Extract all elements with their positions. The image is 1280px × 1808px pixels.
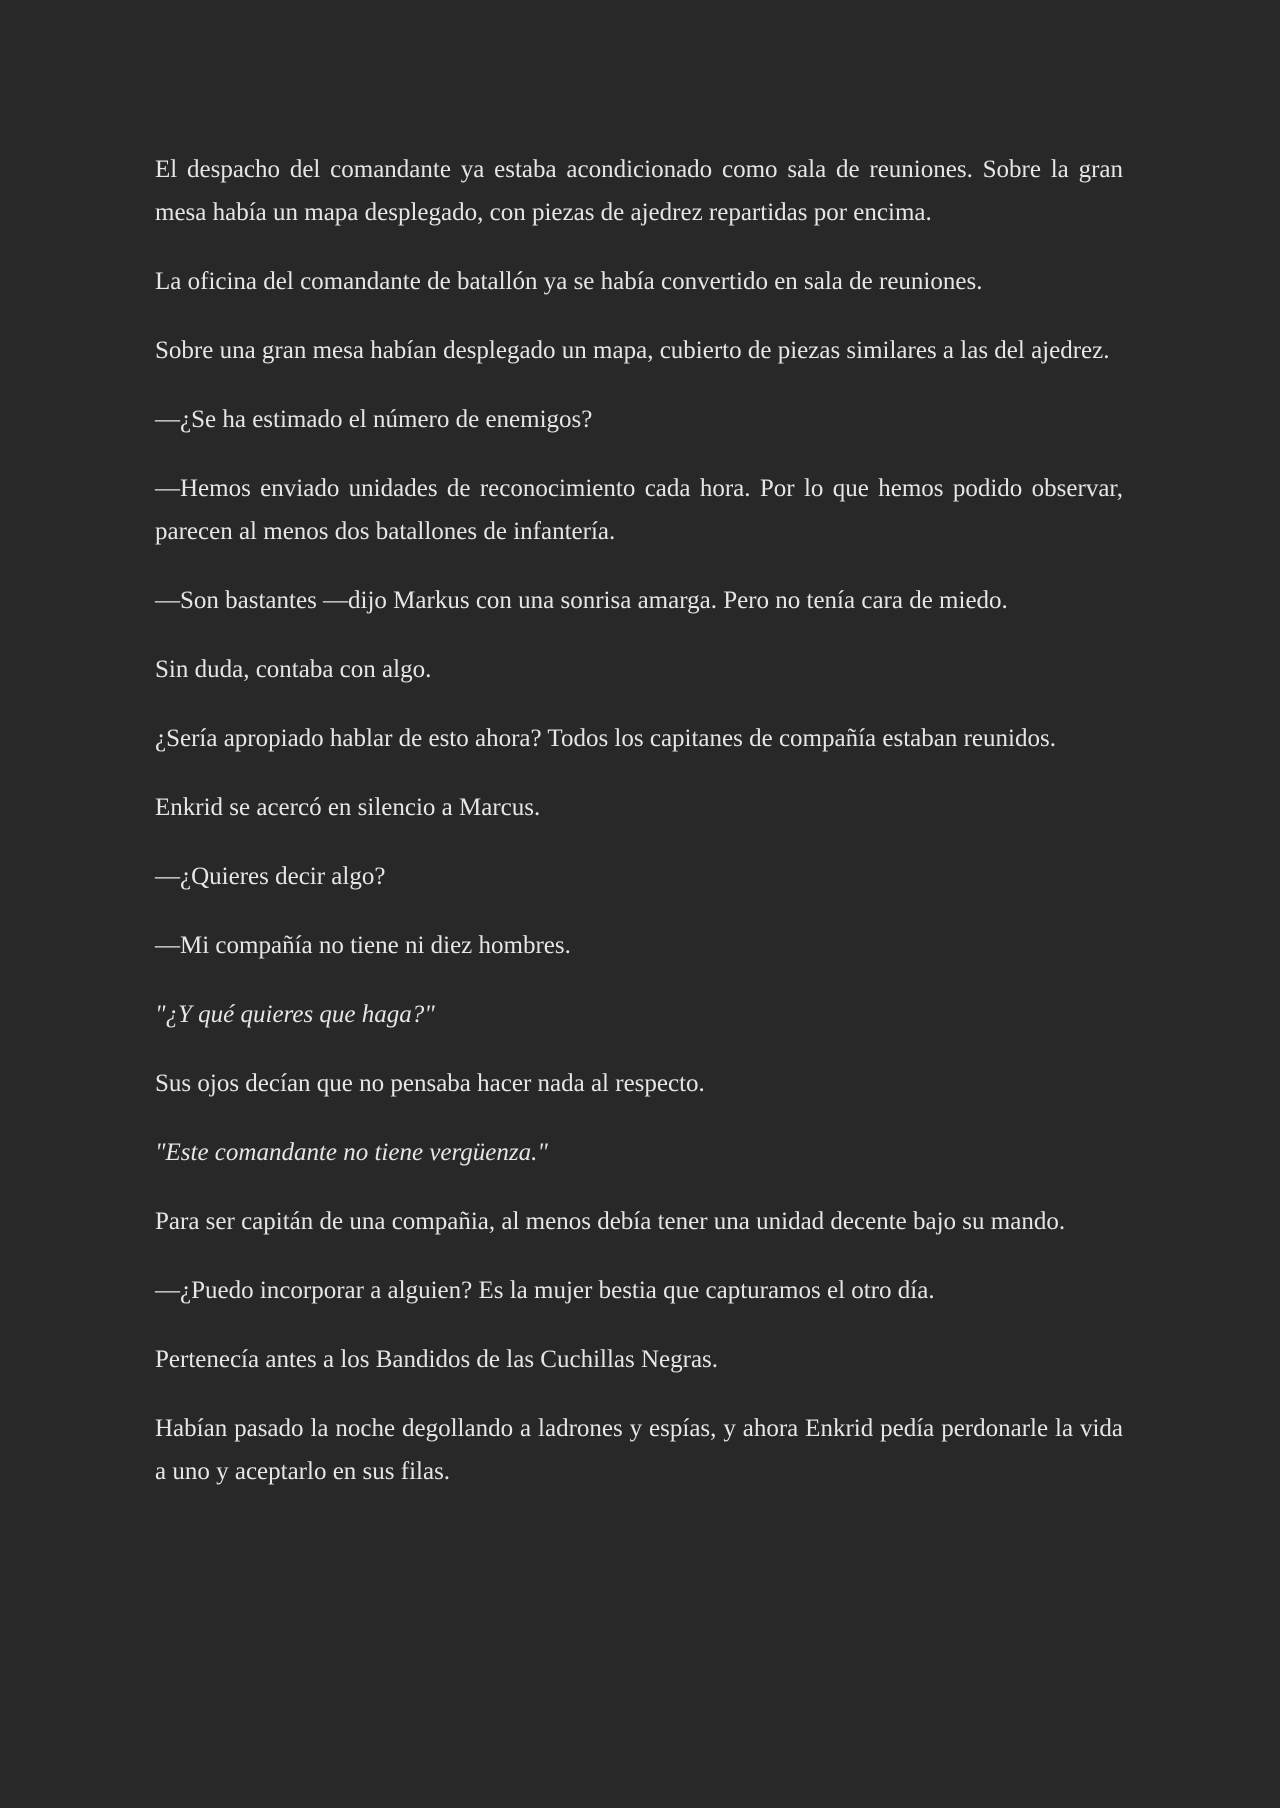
paragraph: Sobre una gran mesa habían desplegado un mapa, cubierto de piezas similares a las del ajedrez.: [155, 337, 1110, 364]
paragraph: Para ser capitán de una compañia, al menos debía tener una unidad decente bajo su mando.: [155, 1208, 1066, 1235]
paragraph: ¿Sería apropiado hablar de esto ahora? Todos los capitanes de compañía estaban reunidos.: [155, 725, 1056, 752]
paragraph: Sus ojos decían que no pensaba hacer nada al respecto.: [155, 1070, 705, 1097]
thought-paragraph: "¿Y qué quieres que haga?": [155, 1001, 435, 1028]
dialogue-paragraph: —¿Quieres decir algo?: [155, 863, 386, 890]
paragraph: Sin duda, contaba con algo.: [155, 656, 432, 683]
thought-paragraph: "Este comandante no tiene vergüenza.": [155, 1139, 548, 1166]
dialogue-paragraph: —¿Puedo incorporar a alguien? Es la mujer bestia que capturamos el otro día.: [155, 1277, 935, 1304]
paragraph: Enkrid se acercó en silencio a Marcus.: [155, 794, 541, 821]
dialogue-paragraph: —Hemos enviado unidades de reconocimiento cada hora. Por lo que hemos podido observar, parecen al menos dos batallones de infantería.: [155, 475, 1123, 545]
paragraph: Habían pasado la noche degollando a ladrones y espías, y ahora Enkrid pedía perdonarle la vida a uno y aceptarlo en sus filas.: [155, 1415, 1123, 1485]
dialogue-paragraph: —Mi compañía no tiene ni diez hombres.: [155, 932, 571, 959]
paragraph: La oficina del comandante de batallón ya se había convertido en sala de reuniones.: [155, 268, 983, 295]
dialogue-paragraph: —Son bastantes —dijo Markus con una sonrisa amarga. Pero no tenía cara de miedo.: [155, 587, 1008, 614]
paragraph: Pertenecía antes a los Bandidos de las Cuchillas Negras.: [155, 1346, 719, 1373]
reader-page: [155, 148, 1123, 1519]
dialogue-paragraph: —¿Se ha estimado el número de enemigos?: [155, 406, 593, 433]
paragraph: El despacho del comandante ya estaba acondicionado como sala de reuniones. Sobre la gran mesa había un mapa desplegado, con piezas de ajedrez repartidas por encima.: [155, 156, 1123, 226]
